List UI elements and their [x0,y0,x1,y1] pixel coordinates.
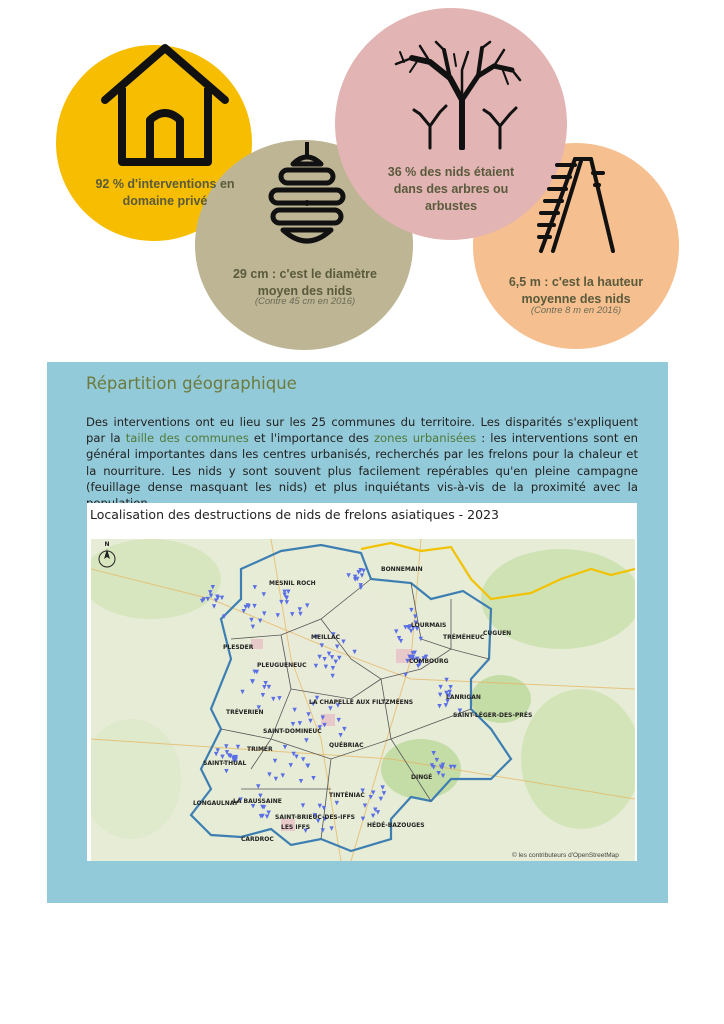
section-paragraph [86,414,638,511]
house-icon [100,40,230,168]
commune-label: LES IFFS [281,824,311,831]
commune-label: SAINT-THUAL [203,760,247,767]
commune-label: COMBOURG [409,658,449,665]
svg-text:N: N [104,541,110,548]
stat-height-sub: (Contre 8 m en 2016) [530,305,622,316]
commune-label: QUÉBRIAC [329,742,364,749]
nest-icon [265,140,349,248]
commune-label: PLEUGUENEUC [257,662,307,669]
commune-label: DINGÉ [411,774,433,781]
commune-label: BONNEMAIN [381,566,423,573]
ladder-icon [535,155,625,255]
commune-label: CUGUEN [483,630,512,637]
commune-label: SAINT-BRIEUC-DES-IFFS [275,814,355,821]
commune-label: LOURMAIS [411,622,447,629]
commune-label: LONGAULNAY [193,800,239,807]
stat-height-text: 6,5 m : c'est la hauteur moyenne des nids [508,275,644,306]
commune-label: LA BAUSSAINE [233,798,282,805]
tree-icon [390,40,524,150]
commune-label: SAINT-DOMINEUC [263,728,322,735]
link-taille-communes[interactable]: taille des communes [125,431,249,446]
commune-label: MESNIL ROCH [269,580,316,587]
commune-label: SAINT-LÉGER-DES-PRÉS [453,712,533,719]
commune-label: LA CHAPELLE AUX FILTZMÉENS [309,699,414,706]
stat-diameter-sub: (Contre 45 cm en 2016) [254,296,356,307]
stat-private-text: 92 % d'interventions en domaine privé [95,177,235,208]
commune-label: TINTÉNIAC [329,792,365,799]
commune-label: TRÉVERIEN [226,709,264,716]
commune-label: CARDROC [241,836,274,843]
paragraph-part-1: Des interventions ont eu lieu sur les 25 communes du territoire. Les disparités s'expliquent par la [86,415,638,446]
map-attribution: © les contributeurs d'OpenStreetMap [512,852,619,859]
commune-label: TRÉMÉHEUC [443,634,485,641]
link-zones-urbanisees[interactable]: zones urbanisées [373,431,477,446]
stat-trees-text: 36 % des nids étaient dans des arbres ou arbustes [387,165,515,213]
commune-label: MEILLAC [311,634,340,641]
map-title: Localisation des destructions de nids de frelons asiatiques - 2023 [90,507,499,522]
paragraph-part-3: : les interventions sont en général importantes dans les centres urbanisés, recherchés par les frelons pour la chaleur et la nourriture. Les nids y sont souvent plus facilement repérables qu'en pleine campagne (feuillage dense masquant les nids) et plus inquiétants vis-à-vis de la proximité avec la [86,431,639,494]
map[interactable] [91,539,635,861]
commune-label: TRIMER [247,746,273,753]
commune-label: PLESDER [223,644,254,651]
section-title: Répartition géographique [86,374,297,393]
commune-label: HÉDÉ-BAZOUGES [367,822,425,829]
paragraph-part-2: et l'importance des [248,431,374,446]
commune-label: LANRIGAN [446,694,481,701]
stat-diameter-text: 29 cm : c'est le diamètre moyen des nids [232,267,378,298]
